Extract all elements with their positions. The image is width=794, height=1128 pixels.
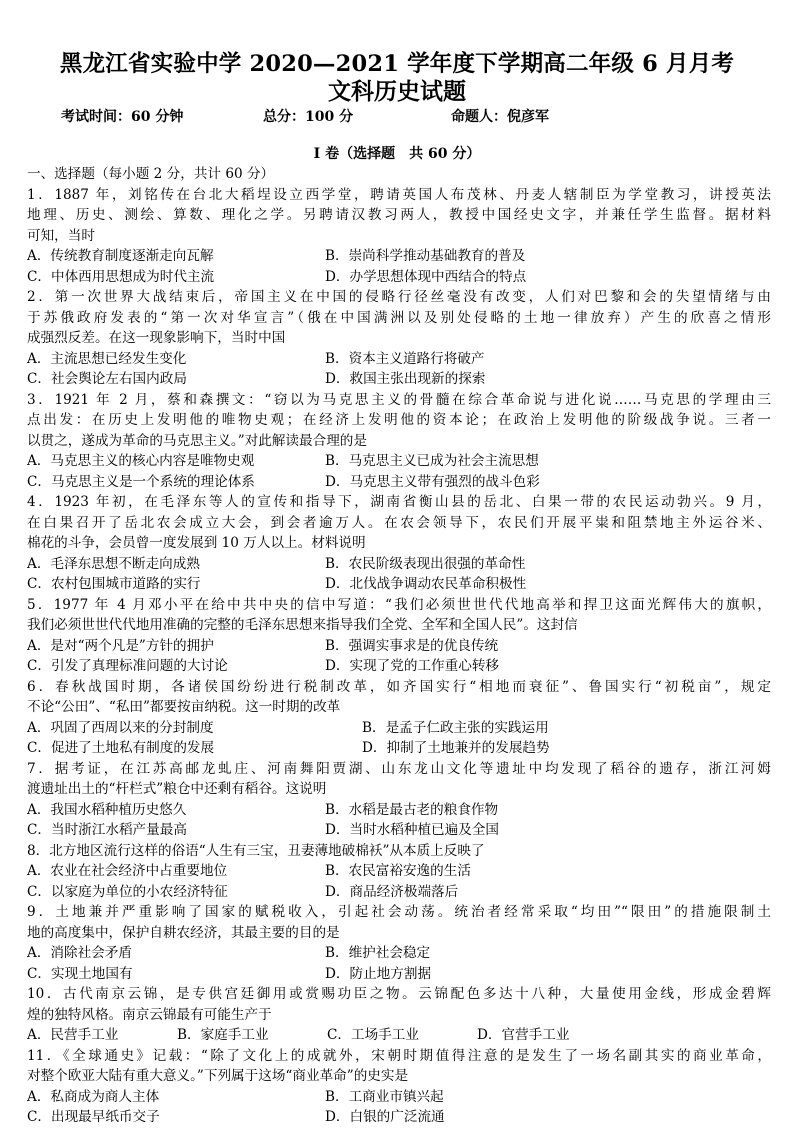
question-stem: 点出发：在历史上发明他的唯物史观；在经济上发明他的资本论；在政治上发明他的阶级战争说。三者一 — [27, 412, 771, 428]
section-intro: 一、选择题（每小题 2 分，共计 60 分） — [27, 166, 275, 182]
option-b: B．维护社会稳定 — [325, 945, 431, 961]
question-stem: 渡遗址出土的“杆栏式”粮仓中还剩有稻谷。这说明 — [27, 781, 327, 797]
option-a: A．私商成为商人主体 — [27, 1088, 160, 1105]
total-score: 总分：100 分 — [263, 109, 354, 125]
option-c: C．中体西用思想成为时代主流 — [27, 268, 215, 285]
option-d: D．官营手工业 — [477, 1027, 570, 1043]
option-a: A．是对“两个凡是”方针的拥护 — [27, 637, 214, 654]
option-c: C．出现最早纸币交子 — [27, 1109, 160, 1125]
option-b: B．强调实事求是的优良传统 — [325, 637, 499, 654]
option-a: A．我国水稻种植历史悠久 — [27, 801, 187, 818]
question-stem: 6．春秋战国时期，各诸侯国纷纷进行税制改革，如齐国实行“相地而衰征”、鲁国实行“初税亩”，规定 — [27, 678, 771, 695]
option-d: D．防止地方割据 — [325, 965, 432, 982]
section-title: I 卷（选择题 共 60 分） — [313, 146, 481, 162]
question-7 — [27, 759, 771, 841]
question-11 — [27, 1046, 771, 1128]
question-6 — [27, 677, 771, 759]
question-stem: 地理、历史、测绘、算数、理化之学。另聘请汉教习两人，教授中国经史文字，并兼任学生监督。据材料 — [27, 207, 771, 223]
question-stem: 3．1921 年 2 月，蔡和森撰文：“窃以为马克思主义的骨髓在综合革命说与进化说……马克思的学理由三 — [27, 391, 771, 408]
option-a: A．民营手工业 — [27, 1027, 119, 1043]
questions — [27, 164, 771, 1128]
option-d: D．白银的广泛流通 — [325, 1109, 445, 1125]
option-d: D．救国主张出现新的探索 — [325, 371, 486, 387]
option-d: D．北伐战争调动农民革命积极性 — [325, 576, 527, 592]
option-c: C．社会舆论左右国内政局 — [27, 371, 187, 387]
question-stem: 我们必须世世代代地用准确的完整的毛泽东思想来指导我们全党、全军和全国人民”。这封信 — [27, 617, 578, 633]
option-c: C．当时浙江水稻产量最高 — [27, 822, 187, 838]
question-5 — [27, 595, 771, 677]
question-stem: 5．1977 年 4 月邓小平在给中共中央的信中写道：“我们必须世世代代地高举和捍卫这面光辉伟大的旗帜， — [27, 596, 771, 613]
option-b: B．工商业市镇兴起 — [325, 1088, 444, 1105]
option-c: C．工场手工业 — [327, 1027, 419, 1043]
question-9 — [27, 902, 771, 984]
question-8 — [27, 841, 771, 903]
question-stem: 以贯之，遂成为革命的马克思主义。”对此解读最合理的是 — [27, 432, 367, 449]
option-d: D．商品经济极端落后 — [325, 883, 459, 900]
exam-subtitle: 文科历史试题 — [328, 78, 466, 105]
option-c: C．以家庭为单位的小农经济特征 — [27, 883, 228, 900]
question-stem: 煌的独特风格。南京云锦最有可能生产于 — [27, 1006, 272, 1023]
option-d: D．马克思主义带有强烈的战斗色彩 — [325, 473, 540, 490]
exam-author: 命题人：倪彦军 — [451, 109, 549, 125]
question-2 — [27, 287, 771, 390]
exam-title: 黑龙江省实验中学 2020—2021 学年度下学期高二年级 6 月月考 — [59, 51, 735, 77]
question-stem: 地的高度集中，保护自耕农经济，其最主要的目的是 — [27, 924, 340, 941]
question-stem: 成强烈反差。在这一现象影响下，当时中国 — [27, 330, 286, 346]
option-b: B．水稻是最古老的粮食作物 — [325, 801, 499, 818]
option-d: D．抑制了土地兼并的发展趋势 — [362, 740, 550, 756]
question-stem: 11．《全球通史》记载：“除了文化上的成就外，宋朝时期值得注意的是发生了一场名副其实的商业革命， — [27, 1047, 771, 1064]
option-a: A．消除社会矛盾 — [27, 945, 132, 961]
option-c: C．促进了土地私有制度的发展 — [27, 740, 215, 756]
option-b: B．崇尚科学推动基础教育的普及 — [325, 248, 526, 264]
question-stem: 于苏俄政府发表的“第一次对华宣言”（俄在中国满洲以及别处侵略的土地一律放弃）产生的欣喜之情形 — [27, 309, 771, 326]
option-b: B．马克思主义已成为社会主流思想 — [325, 453, 539, 469]
question-stem: 可知，当时 — [27, 227, 95, 244]
question-stem: 4．1923 年初，在毛泽东等人的宣传和指导下，湖南省衡山县的岳北、白果一带的农民运动勃兴。9 月， — [27, 494, 771, 510]
option-d: D．实现了党的工作重心转移 — [325, 658, 500, 674]
question-stem: 对整个欧亚大陆有重大意义。”下列属于这场“商业革命”的史实是 — [27, 1068, 409, 1084]
option-b: B．资本主义道路行将破产 — [325, 350, 485, 367]
option-b: B．农民富裕安逸的生活 — [325, 863, 471, 879]
option-a: A．农业在社会经济中占重要地位 — [27, 863, 228, 879]
question-stem: 棉花的斗争，会员曾一度发展到 10 万人以上。材料说明 — [27, 535, 366, 551]
option-c: C．马克思主义是一个系统的理论体系 — [27, 473, 255, 490]
question-stem: 9．土地兼并严重影响了国家的赋税收入，引起社会动荡。统治者经常采取“均田”“限田”的措施限制土 — [27, 904, 771, 920]
option-b: B．农民阶级表现出很强的革命性 — [325, 555, 526, 572]
option-a: A．主流思想已经发生变化 — [27, 350, 187, 367]
option-b: B．家庭手工业 — [177, 1027, 269, 1043]
question-3 — [27, 390, 771, 493]
option-a: A．毛泽东思想不断走向成熟 — [27, 555, 200, 572]
option-d: D．办学思想体现中西结合的特点 — [325, 268, 527, 285]
question-stem: 8．北方地区流行这样的俗语“人生有三宝，丑妻薄地破棉袄”从本质上反映了 — [27, 842, 485, 859]
question-stem: 不论“公田”、“私田”都要按亩纳税。这一时期的改革 — [27, 699, 341, 715]
option-a: A．马克思主义的核心内容是唯物史观 — [27, 453, 255, 469]
question-stem: 1．1887 年，刘铭传在台北大稻埕设立西学堂，聘请英国人布茂林、丹麦人辖制臣为学堂教习，讲授英法 — [27, 186, 771, 203]
question-10 — [27, 984, 771, 1046]
option-b: B．是孟子仁政主张的实践运用 — [362, 719, 549, 736]
question-stem: 2．第一次世界大战结束后，帝国主义在中国的侵略行径丝毫没有改变，人们对巴黎和会的失望情绪与由 — [27, 289, 771, 305]
question-stem: 在白果召开了岳北农会成立大会，到会者逾万人。在农会领导下，农民们开展平粜和阻禁地主外运谷米、 — [27, 514, 771, 531]
option-d: D．当时水稻种植已遍及全国 — [325, 822, 500, 838]
option-c: C．引发了真理标准问题的大讨论 — [27, 658, 228, 674]
question-stem: 7．据考证，在江苏高邮龙虬庄、河南舞阳贾湖、山东龙山文化等遗址中均发现了稻谷的遗存，浙江河姆 — [27, 760, 771, 777]
option-c: C．实现土地国有 — [27, 965, 133, 982]
question-1 — [27, 185, 771, 288]
question-stem: 10．古代南京云锦，是专供宫廷御用或赏赐功臣之物。云锦配色多达十八种，大量使用金线，形成金碧辉 — [27, 986, 771, 1002]
option-a: A．巩固了西周以来的分封制度 — [27, 719, 214, 736]
option-a: A．传统教育制度逐渐走向瓦解 — [27, 248, 214, 264]
question-4 — [27, 492, 771, 595]
exam-time: 考试时间：60 分钟 — [61, 109, 184, 125]
option-c: C．农村包围城市道路的实行 — [27, 576, 201, 592]
